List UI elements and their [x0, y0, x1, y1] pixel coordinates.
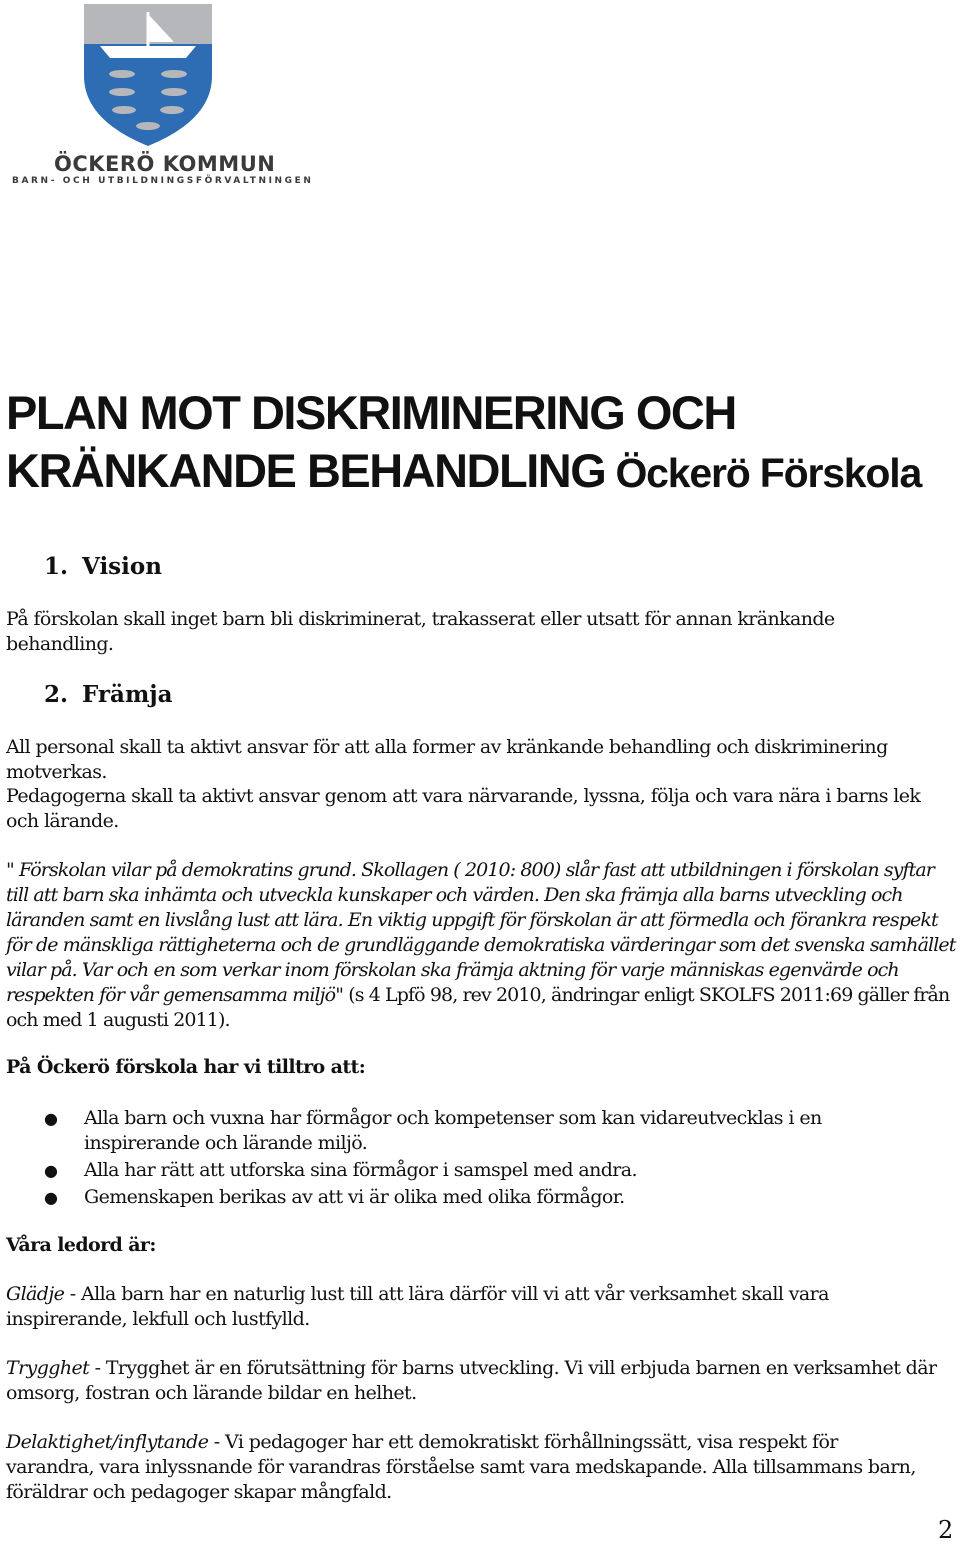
page-number: 2 [938, 1516, 954, 1544]
ledord-term: Glädje [6, 1283, 65, 1305]
section-number: 2. [44, 681, 69, 708]
section-heading-vision [44, 553, 162, 580]
section-heading-framja [44, 681, 173, 708]
quote-text: " Förskolan vilar på demokratins grund. Skollagen ( 2010: 800) slår fast att utbildningen i förskolan syftar till att barn ska inhämta och utveckla kunskaper och värden. Den ska främja alla barns utveckling och läranden samt en livslång lust att lära. En viktig uppgift för förskolan är att förmedla och förankra respekt för de mänskliga rättigheterna och de grundläggande demokratiska värderingar som det svenska samhället vilar på. Var och en som verkar inom förskolan ska främja aktning för varje människas egenvärde och respekten för vår gemensamma miljö" [6, 859, 956, 1006]
logo-subtitle: BARN- OCH UTBILDNINGSFÖRVALTNINGEN [12, 176, 314, 186]
ledord-term: Trygghet [6, 1357, 90, 1379]
section-number: 1. [44, 553, 69, 580]
logo-name: ÖCKERÖ KOMMUN [54, 152, 276, 176]
ledord-trygghet [6, 1356, 956, 1406]
ledord-term: Delaktighet/inflytande [6, 1431, 209, 1453]
list-item [6, 1185, 906, 1210]
ledord-heading-text: Våra ledord är: [6, 1234, 156, 1256]
quote-reference: (s 4 Lpfö 98, rev 2010, ändringar enligt SKOLFS 2011:69 gäller från och med 1 augusti 2011). [6, 984, 950, 1031]
ledord-delaktighet [6, 1430, 926, 1505]
ledord-heading [6, 1233, 956, 1258]
section-title: Främja [82, 681, 173, 708]
title-line-1: PLAN MOT DISKRIMINERING OCH [6, 386, 736, 439]
bullet-icon: ● [44, 1188, 58, 1207]
section-title: Vision [82, 553, 162, 580]
tilltro-heading [6, 1055, 956, 1080]
ledord-text: - Vi pedagoger har ett demokratiskt förhållningssätt, visa respekt för varandra, vara inlyssnande för varandras förståelse samt vara medskapande. Alla tillsammans barn, föräldrar och pedagoger skapar mångfald. [6, 1431, 916, 1503]
ledord-gladje [6, 1282, 906, 1332]
ledord-text: - Alla barn har en naturlig lust till att lära därför vill vi att vår verksamhet skall vara inspirerande, lekfull och lustfylld. [6, 1283, 829, 1330]
list-item-text: Alla har rätt att utforska sina förmågor i samspel med andra. [84, 1159, 637, 1181]
framja-paragraph-2: Pedagogerna skall ta aktivt ansvar genom att vara närvarande, lyssna, följa och vara nära i barns lek och lärande. [6, 785, 921, 832]
tilltro-list [6, 1106, 906, 1212]
title-line-2: KRÄNKANDE BEHANDLING [6, 444, 606, 497]
municipality-logo [6, 2, 314, 188]
title-suffix: Öckerö Förskola [605, 450, 922, 496]
list-item [6, 1106, 906, 1156]
curriculum-quote [6, 858, 956, 1033]
list-item-text: Alla barn och vuxna har förmågor och kompetenser som kan vidareutvecklas i en inspirerande och lärande miljö. [84, 1107, 822, 1154]
ledord-text: - Trygghet är en förutsättning för barns utveckling. Vi vill erbjuda barnen en verksamhet där omsorg, fostran och lärande bildar en helhet. [6, 1357, 937, 1404]
framja-paragraph-1: All personal skall ta aktivt ansvar för att alla former av kränkande behandling och diskriminering motverkas. [6, 736, 888, 783]
list-item [6, 1158, 906, 1183]
bullet-icon: ● [44, 1161, 58, 1180]
list-item-text: Gemenskapen berikas av att vi är olika med olika förmågor. [84, 1186, 625, 1208]
vision-paragraph: På förskolan skall inget barn bli diskriminerat, trakasserat eller utsatt för annan kränkande behandling. [6, 608, 835, 655]
coat-of-arms-icon [82, 2, 214, 148]
document-title [6, 384, 956, 502]
tilltro-heading-text: På Öckerö förskola har vi tilltro att: [6, 1056, 366, 1078]
bullet-icon: ● [44, 1109, 58, 1128]
